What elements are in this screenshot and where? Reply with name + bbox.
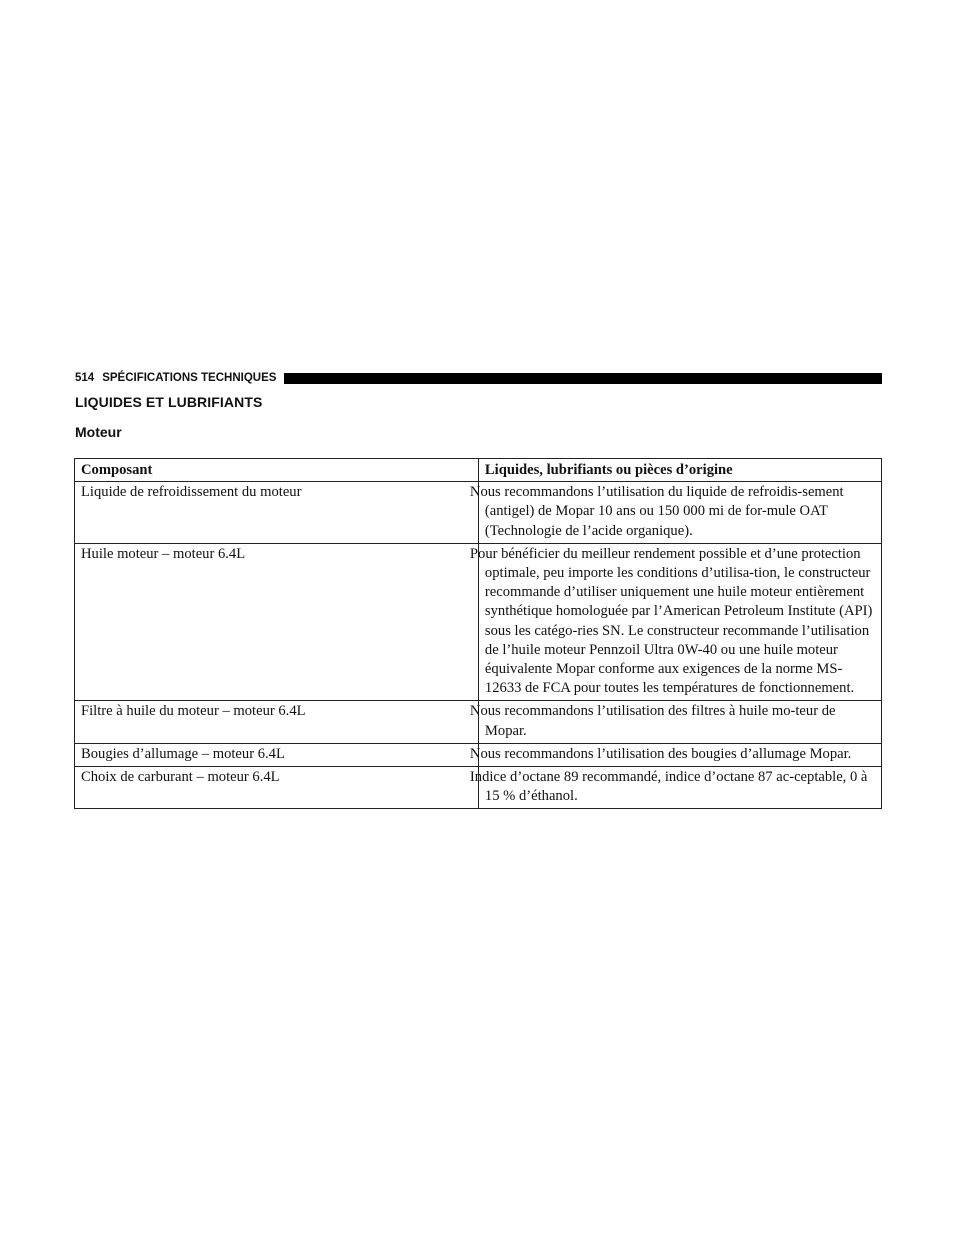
component-cell: Bougies d’allumage – moteur 6.4L	[75, 743, 479, 766]
component-cell: Liquide de refroidissement du moteur	[75, 482, 479, 544]
table-row	[75, 767, 882, 809]
fluids-table	[74, 458, 882, 809]
column-header-component: Composant	[75, 459, 479, 482]
fluid-cell: Nous recommandons l’utilisation du liquide de refroidis-sement (antigel) de Mopar 10 ans ou 150 000 mi de for-mule OAT (Technologie de l’acide organique).	[478, 482, 881, 544]
page-number: 514	[75, 372, 95, 384]
fluid-cell: Nous recommandons l’utilisation des bougies d’allumage Mopar.	[478, 743, 881, 766]
running-header	[75, 370, 882, 386]
component-cell: Filtre à huile du moteur – moteur 6.4L	[75, 701, 479, 743]
table-row	[75, 701, 882, 743]
subsection-title: Moteur	[75, 424, 122, 440]
table-header-row	[75, 459, 882, 482]
table-row	[75, 482, 882, 544]
table-row	[75, 743, 882, 766]
fluid-cell: Nous recommandons l’utilisation des filtres à huile mo-teur de Mopar.	[478, 701, 881, 743]
column-header-fluid: Liquides, lubrifiants ou pièces d’origine	[478, 459, 881, 482]
component-cell: Choix de carburant – moteur 6.4L	[75, 767, 479, 809]
fluid-cell: Indice d’octane 89 recommandé, indice d’octane 87 ac-ceptable, 0 à 15 % d’éthanol.	[478, 767, 881, 809]
table-row	[75, 543, 882, 701]
header-rule	[284, 373, 882, 384]
fluid-cell: Pour bénéficier du meilleur rendement possible et d’une protection optimale, peu importe les conditions d’utilisa-tion, le constructeur recommande d’utiliser uniquement une huile moteur entièrement synthétique homologuée par l’American Petroleum Institute (API) sous les catégo-ries SN. Le constructeur recommande l’utilisation de l’huile moteur Pennzoil Ultra 0W-40 ou une huile moteur équivalente Mopar conforme aux exigences de la norme MS-12633 de FCA pour toutes les températures de fonctionnement.	[478, 543, 881, 701]
section-title: LIQUIDES ET LUBRIFIANTS	[75, 394, 263, 410]
chapter-title: SPÉCIFICATIONS TECHNIQUES	[102, 372, 277, 384]
component-cell: Huile moteur – moteur 6.4L	[75, 543, 479, 701]
